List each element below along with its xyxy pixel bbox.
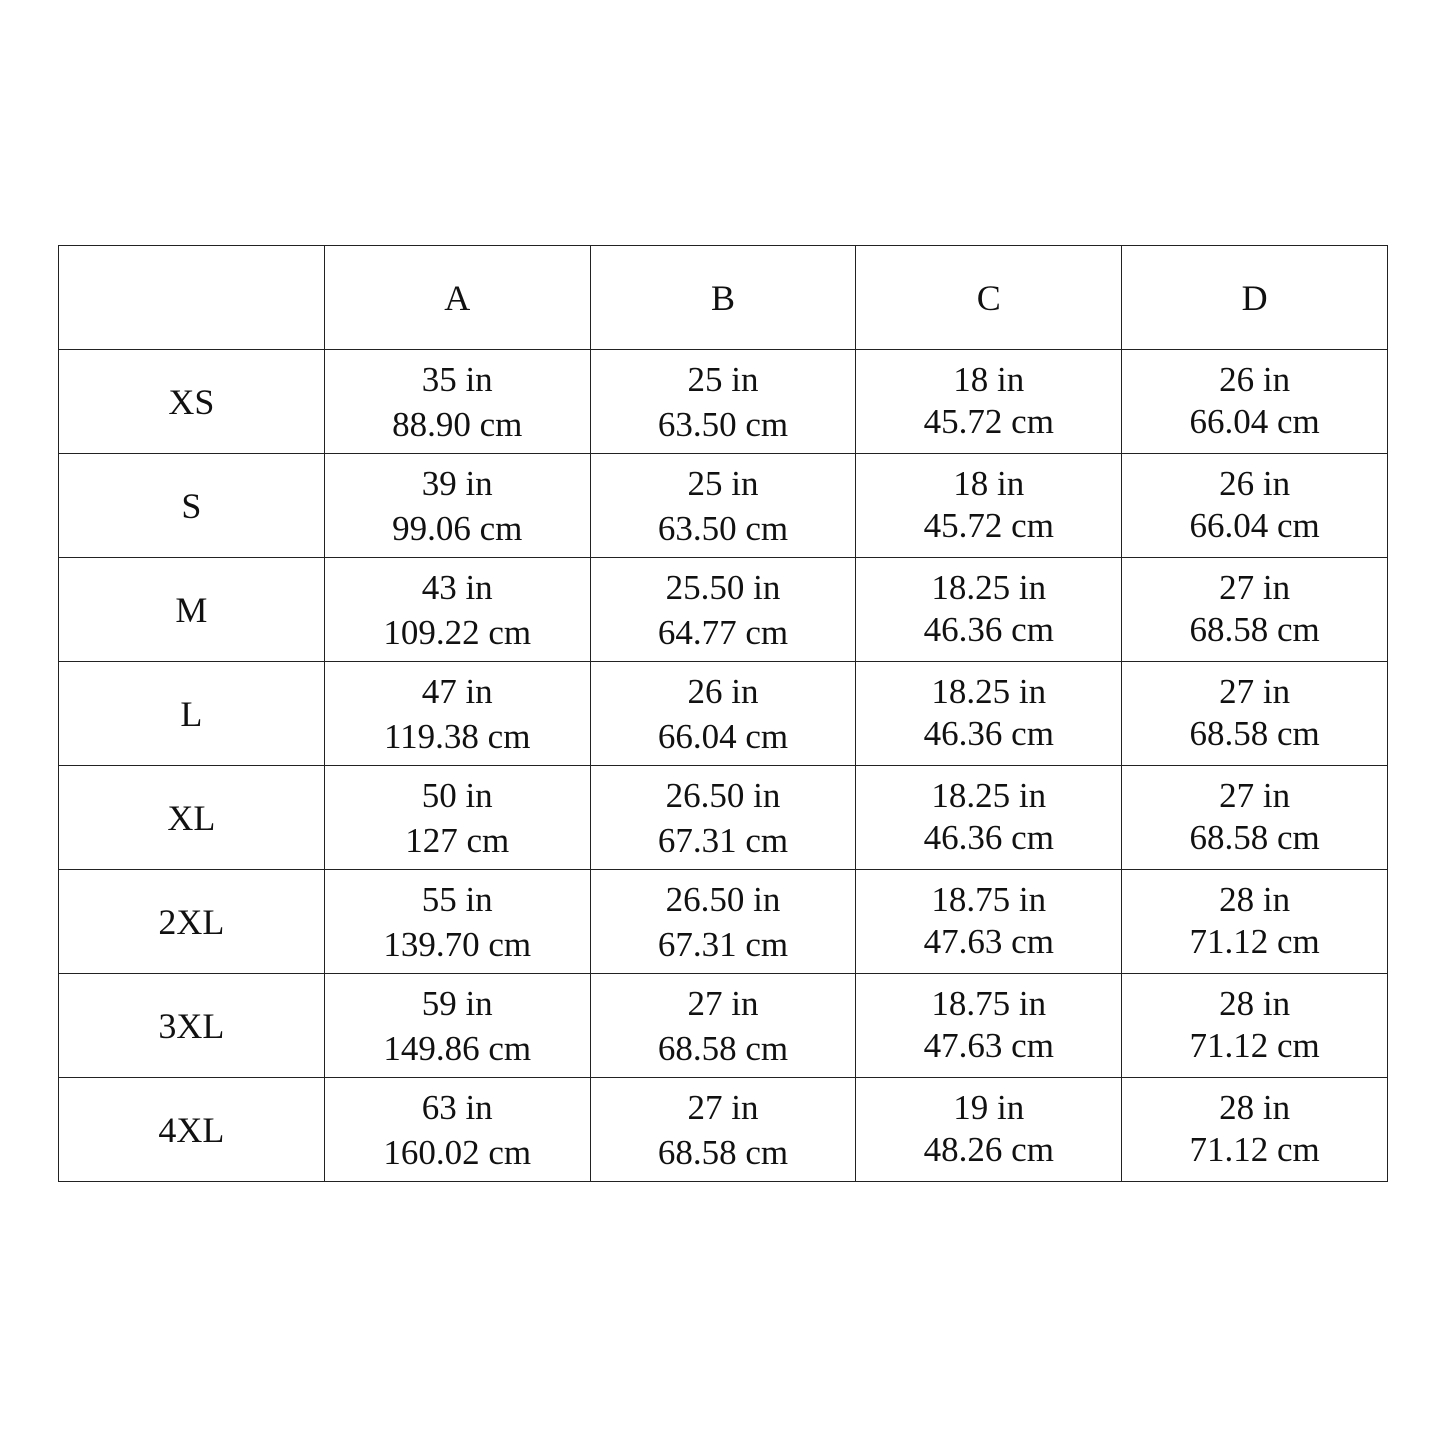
inches-value: 18 in — [953, 464, 1025, 503]
inches-value: 26.50 in — [665, 879, 781, 919]
measurement-cell — [1122, 454, 1388, 558]
table-row — [59, 558, 1388, 662]
size-label: S — [59, 454, 325, 558]
measurement-cell — [1122, 662, 1388, 766]
inches-value: 35 in — [421, 359, 493, 399]
column-header-c: C — [856, 246, 1122, 350]
centimeters-value: 68.58 cm — [1189, 714, 1320, 753]
corner-cell — [59, 246, 325, 350]
inches-value: 59 in — [421, 983, 493, 1023]
centimeters-value: 68.58 cm — [1189, 610, 1320, 649]
measurement-cell — [590, 662, 856, 766]
measurement-cell — [856, 974, 1122, 1078]
measurement-cell — [856, 454, 1122, 558]
size-label: XL — [59, 766, 325, 870]
measurement-cell — [324, 974, 590, 1078]
inches-value: 26 in — [1219, 464, 1291, 503]
centimeters-value: 66.04 cm — [1189, 402, 1320, 441]
inches-value: 25 in — [687, 359, 759, 399]
centimeters-value: 139.70 cm — [383, 924, 532, 964]
inches-value: 18.25 in — [931, 568, 1047, 607]
centimeters-value: 68.58 cm — [657, 1028, 789, 1068]
measurement-cell — [590, 1078, 856, 1182]
measurement-cell — [324, 1078, 590, 1182]
centimeters-value: 71.12 cm — [1189, 1130, 1320, 1169]
inches-value: 25 in — [687, 463, 759, 503]
inches-value: 28 in — [1219, 1088, 1291, 1127]
inches-value: 39 in — [421, 463, 493, 503]
centimeters-value: 99.06 cm — [392, 508, 523, 548]
inches-value: 26.50 in — [665, 775, 781, 815]
table-row — [59, 350, 1388, 454]
centimeters-value: 46.36 cm — [923, 610, 1054, 649]
table-row — [59, 454, 1388, 558]
table-row — [59, 662, 1388, 766]
size-label: 4XL — [59, 1078, 325, 1182]
inches-value: 18.75 in — [931, 984, 1047, 1023]
inches-value: 27 in — [687, 983, 759, 1023]
size-label: M — [59, 558, 325, 662]
inches-value: 25.50 in — [665, 567, 781, 607]
inches-value: 26 in — [1219, 360, 1291, 399]
table-body — [59, 350, 1388, 1182]
centimeters-value: 67.31 cm — [657, 924, 789, 964]
measurement-cell — [590, 558, 856, 662]
centimeters-value: 71.12 cm — [1189, 922, 1320, 961]
inches-value: 27 in — [1219, 776, 1291, 815]
inches-value: 28 in — [1219, 984, 1291, 1023]
centimeters-value: 45.72 cm — [923, 402, 1054, 441]
inches-value: 19 in — [953, 1088, 1025, 1127]
measurement-cell — [590, 350, 856, 454]
centimeters-value: 46.36 cm — [923, 714, 1054, 753]
size-chart-table — [58, 245, 1388, 1182]
table-header — [59, 246, 1388, 350]
centimeters-value: 71.12 cm — [1189, 1026, 1320, 1065]
measurement-cell — [324, 662, 590, 766]
inches-value: 27 in — [687, 1087, 759, 1127]
centimeters-value: 119.38 cm — [383, 716, 531, 756]
centimeters-value: 160.02 cm — [383, 1132, 532, 1172]
centimeters-value: 48.26 cm — [923, 1130, 1054, 1169]
centimeters-value: 88.90 cm — [392, 404, 523, 444]
centimeters-value: 64.77 cm — [657, 612, 789, 652]
size-label: L — [59, 662, 325, 766]
measurement-cell — [324, 558, 590, 662]
inches-value: 43 in — [421, 567, 493, 607]
centimeters-value: 63.50 cm — [657, 508, 789, 548]
inches-value: 55 in — [421, 879, 493, 919]
size-label: XS — [59, 350, 325, 454]
column-header-a: A — [324, 246, 590, 350]
header-row — [59, 246, 1388, 350]
inches-value: 27 in — [1219, 568, 1291, 607]
inches-value: 47 in — [421, 671, 493, 711]
measurement-cell — [856, 662, 1122, 766]
centimeters-value: 68.58 cm — [657, 1132, 789, 1172]
centimeters-value: 66.04 cm — [657, 716, 789, 756]
inches-value: 18.25 in — [931, 672, 1047, 711]
measurement-cell — [856, 558, 1122, 662]
measurement-cell — [590, 454, 856, 558]
measurement-cell — [1122, 558, 1388, 662]
inches-value: 28 in — [1219, 880, 1291, 919]
measurement-cell — [324, 454, 590, 558]
measurement-cell — [324, 870, 590, 974]
centimeters-value: 63.50 cm — [657, 404, 789, 444]
inches-value: 18 in — [953, 360, 1025, 399]
centimeters-value: 47.63 cm — [923, 1026, 1054, 1065]
measurement-cell — [1122, 350, 1388, 454]
measurement-cell — [324, 766, 590, 870]
size-label: 2XL — [59, 870, 325, 974]
centimeters-value: 149.86 cm — [383, 1028, 532, 1068]
measurement-cell — [324, 350, 590, 454]
table-row — [59, 1078, 1388, 1182]
centimeters-value: 67.31 cm — [657, 820, 789, 860]
size-label: 3XL — [59, 974, 325, 1078]
inches-value: 18.75 in — [931, 880, 1047, 919]
table-row — [59, 766, 1388, 870]
measurement-cell — [590, 974, 856, 1078]
column-header-d: D — [1122, 246, 1388, 350]
measurement-cell — [1122, 1078, 1388, 1182]
measurement-cell — [1122, 870, 1388, 974]
centimeters-value: 66.04 cm — [1189, 506, 1320, 545]
inches-value: 18.25 in — [931, 776, 1047, 815]
centimeters-value: 109.22 cm — [383, 612, 532, 652]
column-header-b: B — [590, 246, 856, 350]
measurement-cell — [590, 766, 856, 870]
measurement-cell — [856, 870, 1122, 974]
table-row — [59, 974, 1388, 1078]
measurement-cell — [856, 350, 1122, 454]
measurement-cell — [590, 870, 856, 974]
centimeters-value: 47.63 cm — [923, 922, 1054, 961]
table-row — [59, 870, 1388, 974]
inches-value: 27 in — [1219, 672, 1291, 711]
centimeters-value: 127 cm — [405, 820, 510, 860]
inches-value: 63 in — [421, 1087, 493, 1127]
measurement-cell — [856, 766, 1122, 870]
centimeters-value: 68.58 cm — [1189, 818, 1320, 857]
centimeters-value: 45.72 cm — [923, 506, 1054, 545]
centimeters-value: 46.36 cm — [923, 818, 1054, 857]
inches-value: 50 in — [421, 775, 493, 815]
measurement-cell — [856, 1078, 1122, 1182]
measurement-cell — [1122, 766, 1388, 870]
inches-value: 26 in — [687, 671, 759, 711]
measurement-cell — [1122, 974, 1388, 1078]
